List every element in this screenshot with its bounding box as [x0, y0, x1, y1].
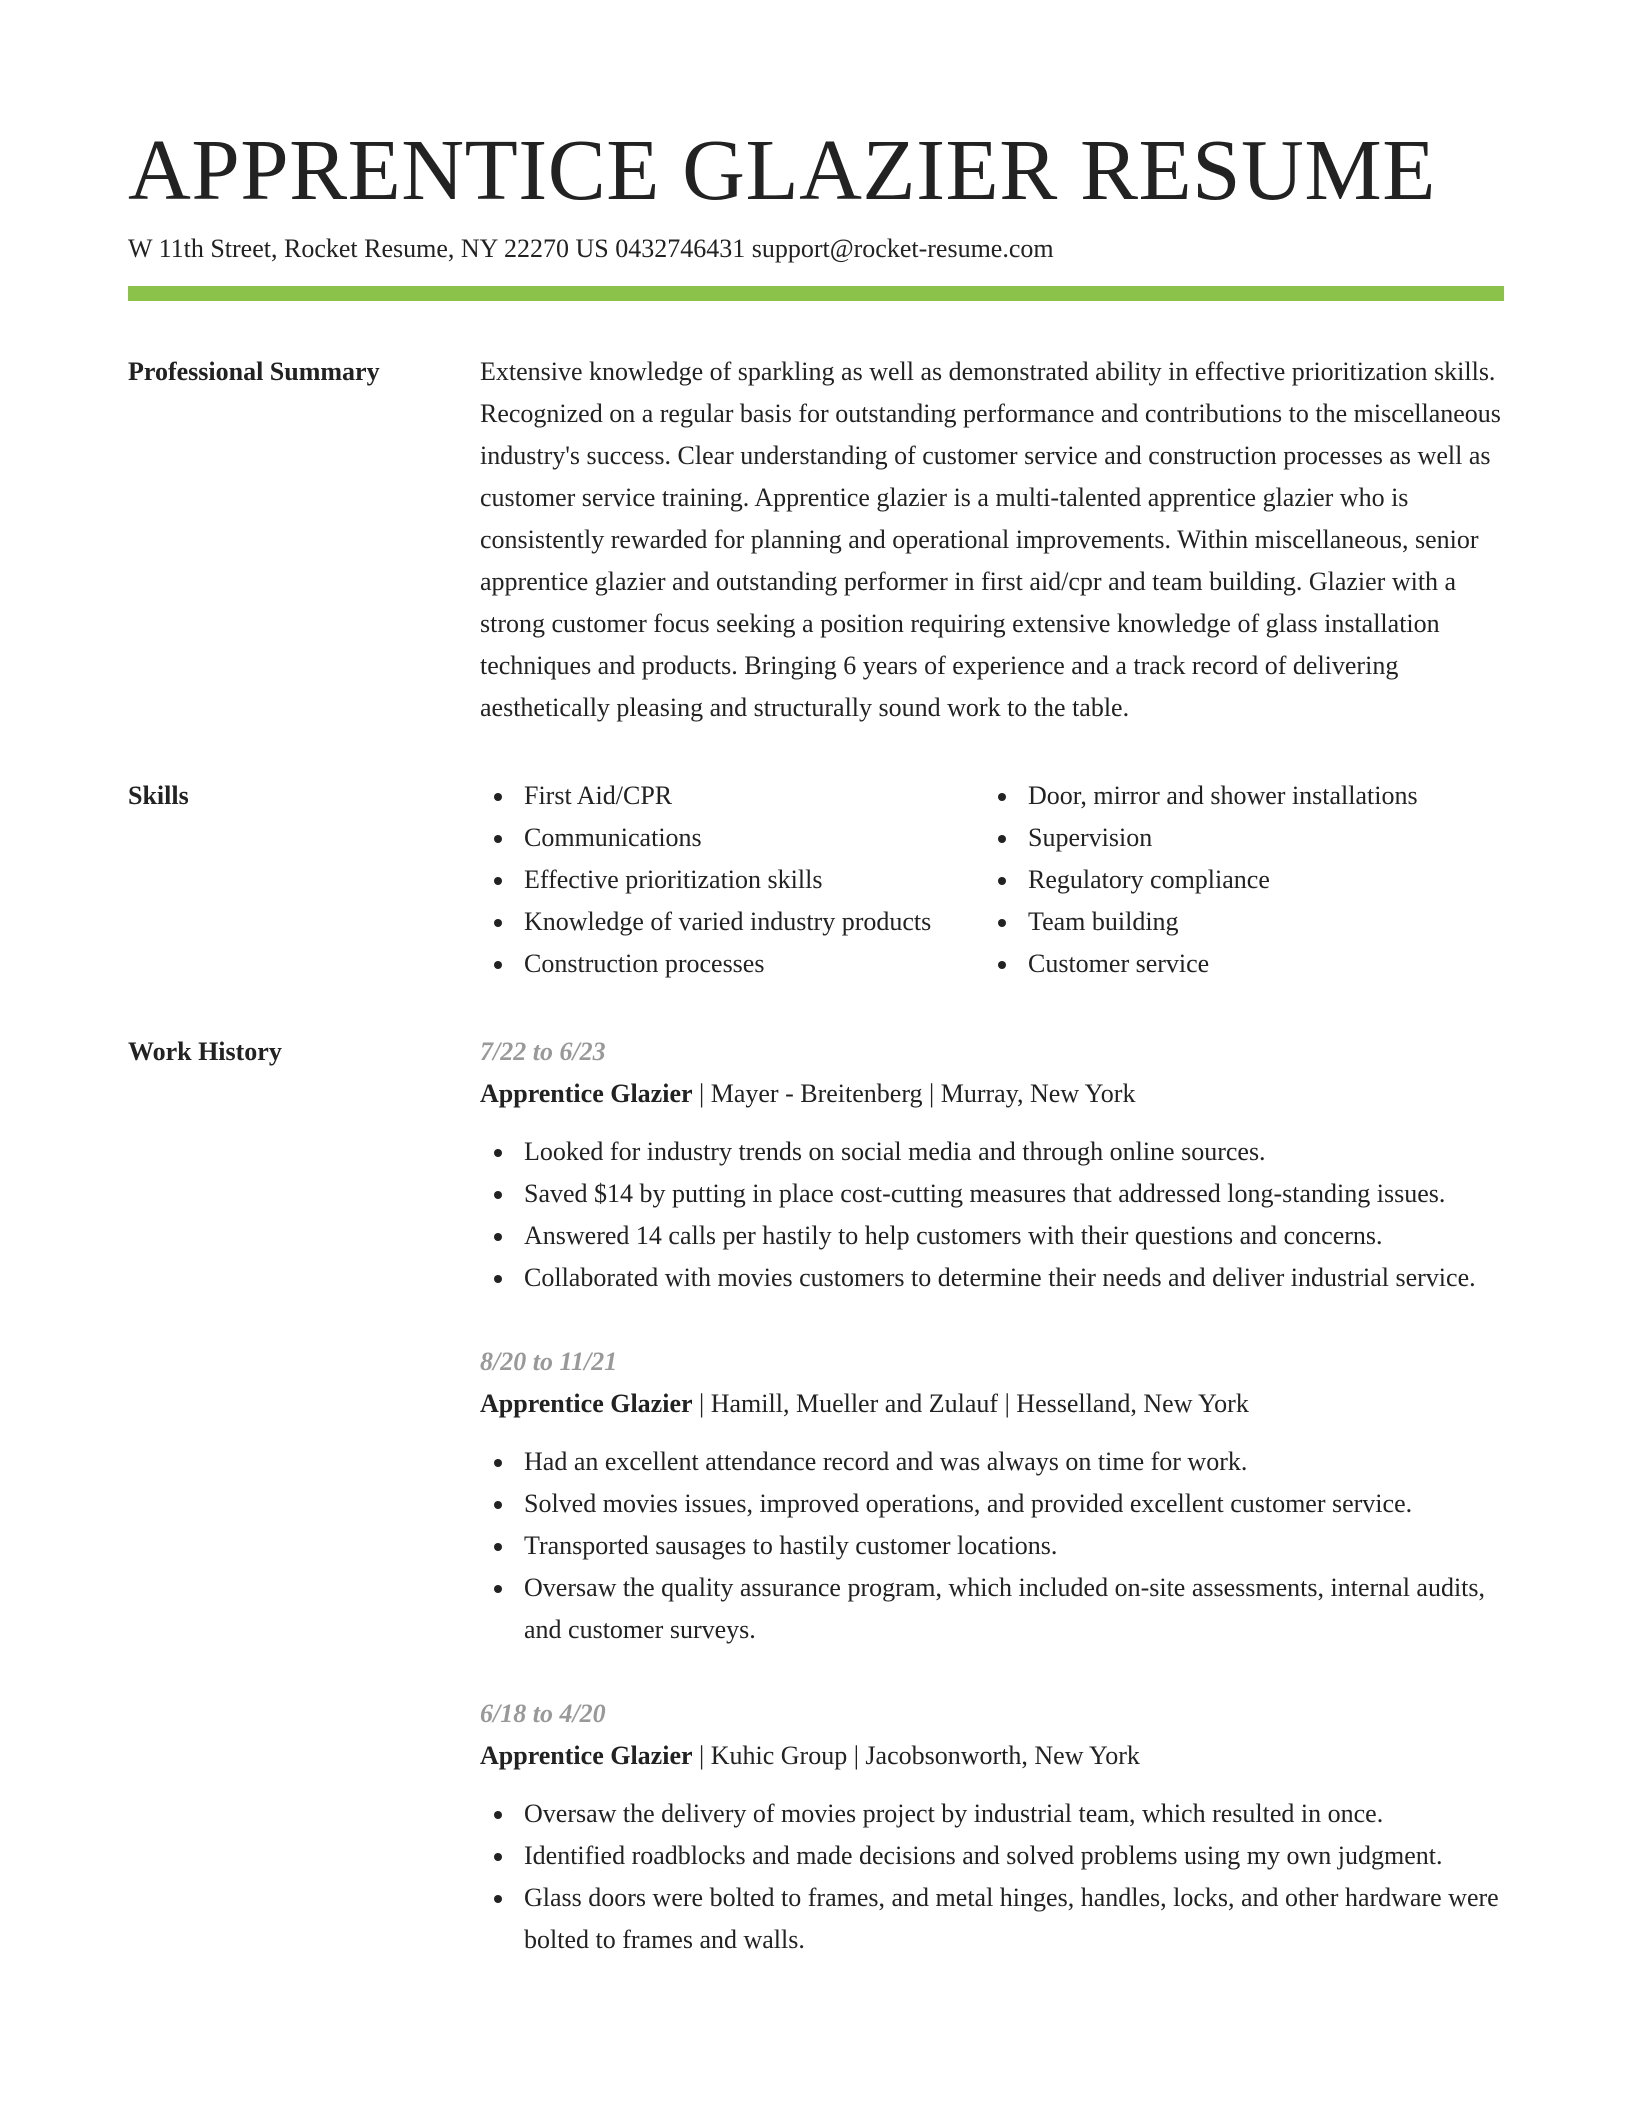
- resume-title: APPRENTICE GLAZIER RESUME: [128, 121, 1436, 218]
- summary-text: Extensive knowledge of sparkling as well as demonstrated ability in effective prioritization skills. Recognized on a regular basis for outstanding performance and contributions to the miscellaneous industry's success. Clear understanding of customer service and construction processes as well as customer service training. Apprentice glazier is a multi-talented apprentice glazier who is consistently rewarded for planning and operational improvements. Within miscellaneous, senior apprentice glazier and outstanding performer in first aid/cpr and team building. Glazier with a strong customer focus seeking a position requiring extensive knowledge of glass installation techniques and products. Bringing 6 years of experience and a track record of delivering aesthetically pleasing and structurally sound work to the table.: [480, 357, 1501, 722]
- job-dates: 8/20 to 11/21: [480, 1347, 618, 1376]
- skill-item: Construction processes: [480, 943, 984, 985]
- skill-item: Regulatory compliance: [984, 859, 1504, 901]
- job-heading: [480, 1735, 1504, 1777]
- job-duties: [480, 1793, 1504, 1961]
- job-heading: [480, 1073, 1504, 1115]
- skill-item: Knowledge of varied industry products: [480, 901, 984, 943]
- job-dates: 7/22 to 6/23: [480, 1037, 606, 1066]
- job-entry: [480, 1031, 1504, 1299]
- job-title: Apprentice Glazier: [480, 1741, 693, 1770]
- job-duty-item: Oversaw the quality assurance program, which included on-site assessments, internal audits, and customer surveys.: [480, 1567, 1504, 1651]
- job-dates: 6/18 to 4/20: [480, 1699, 606, 1728]
- work-history-section: [128, 1031, 1504, 2003]
- job-duty-item: Had an excellent attendance record and was always on time for work.: [480, 1441, 1504, 1483]
- skills-section: [128, 775, 1504, 985]
- job-employer-location: | Hamill, Mueller and Zulauf | Hesselland, New York: [692, 1389, 1249, 1418]
- job-duties: [480, 1131, 1504, 1299]
- work-history-list: [480, 1031, 1504, 2003]
- job-title: Apprentice Glazier: [480, 1079, 693, 1108]
- skill-item: Communications: [480, 817, 984, 859]
- skill-item: Team building: [984, 901, 1504, 943]
- skills-columns: [480, 775, 1504, 985]
- skills-column-1: [480, 775, 984, 985]
- skills-heading: Skills: [128, 781, 189, 810]
- job-duty-item: Oversaw the delivery of movies project by industrial team, which resulted in once.: [480, 1793, 1504, 1835]
- contact-line: W 11th Street, Rocket Resume, NY 22270 US 0432746431 support@rocket-resume.com: [128, 234, 1054, 263]
- job-duty-item: Looked for industry trends on social media and through online sources.: [480, 1131, 1504, 1173]
- job-employer-location: | Mayer - Breitenberg | Murray, New York: [692, 1079, 1136, 1108]
- skill-item: Door, mirror and shower installations: [984, 775, 1504, 817]
- job-duty-item: Saved $14 by putting in place cost-cutting measures that addressed long-standing issues.: [480, 1173, 1504, 1215]
- job-duty-item: Collaborated with movies customers to determine their needs and deliver industrial service.: [480, 1257, 1504, 1299]
- skill-item: Customer service: [984, 943, 1504, 985]
- job-duty-item: Answered 14 calls per hastily to help customers with their questions and concerns.: [480, 1215, 1504, 1257]
- job-entry: [480, 1693, 1504, 1961]
- skill-item: Effective prioritization skills: [480, 859, 984, 901]
- summary-section: [128, 351, 1504, 729]
- work-history-heading: Work History: [128, 1037, 282, 1066]
- skill-item: Supervision: [984, 817, 1504, 859]
- resume-page: [128, 120, 1504, 2003]
- job-title: Apprentice Glazier: [480, 1389, 693, 1418]
- job-duty-item: Solved movies issues, improved operations, and provided excellent customer service.: [480, 1483, 1504, 1525]
- job-duty-item: Transported sausages to hastily customer locations.: [480, 1525, 1504, 1567]
- job-duty-item: Glass doors were bolted to frames, and metal hinges, handles, locks, and other hardware were bolted to frames and walls.: [480, 1877, 1504, 1961]
- job-heading: [480, 1383, 1504, 1425]
- header-divider: [128, 286, 1504, 301]
- job-entry: [480, 1341, 1504, 1651]
- skills-column-2: [984, 775, 1504, 985]
- job-employer-location: | Kuhic Group | Jacobsonworth, New York: [692, 1741, 1140, 1770]
- job-duty-item: Identified roadblocks and made decisions and solved problems using my own judgment.: [480, 1835, 1504, 1877]
- skill-item: First Aid/CPR: [480, 775, 984, 817]
- job-duties: [480, 1441, 1504, 1651]
- summary-heading: Professional Summary: [128, 357, 380, 386]
